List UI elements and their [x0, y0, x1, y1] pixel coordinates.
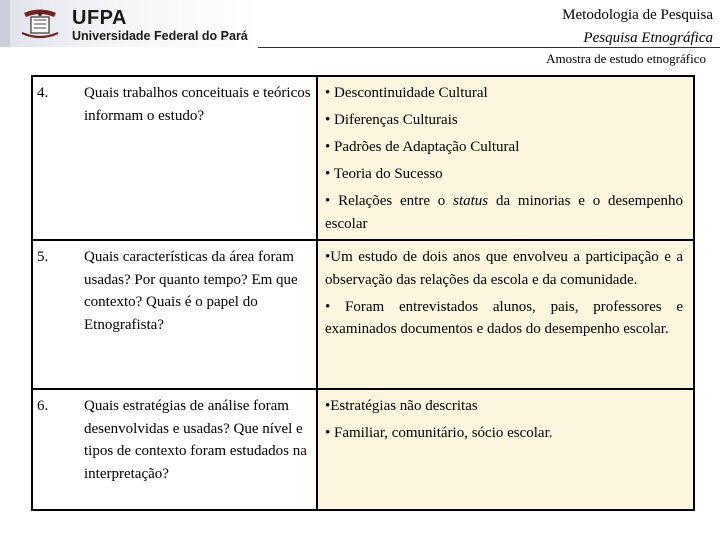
answer-item: • Teoria do Sucesso: [325, 166, 443, 182]
answer-item: • Padrões de Adaptação Cultural: [325, 139, 520, 155]
row-answers: [317, 240, 694, 389]
answer-item: • Foram entrevistados alunos, pais, professores e examinados documentos e dados do desempenho escolar.: [325, 298, 683, 337]
table-row: [32, 389, 694, 510]
row-answers: [317, 389, 694, 510]
row-question: Quais trabalhos conceituais e teóricos informam o estudo?: [84, 85, 311, 124]
row-number: 4.: [32, 76, 80, 240]
logo-subtitle: Universidade Federal do Pará: [72, 29, 248, 43]
ufpa-emblem-icon: [18, 3, 62, 43]
answer-item: • Descontinuidade Cultural: [325, 85, 488, 101]
logo-side-bar: [0, 0, 10, 47]
answer-item: • Diferenças Culturais: [325, 112, 458, 128]
header-divider: [258, 47, 720, 48]
table-row: [32, 76, 694, 240]
row-question: Quais características da área foram usadas? Por quanto tempo? Em que contexto? Quais é o papel do Etnografista?: [84, 249, 298, 333]
answer-item: •Um estudo de dois anos que envolveu a participação e a observação das relações da escola e da comunidade.: [325, 249, 683, 288]
row-question: Quais estratégias de análise foram desenvolvidas e usadas? Que nível e tipos de contexto foram estudados na interpretação?: [84, 398, 307, 482]
ufpa-logo: [0, 0, 258, 47]
answer-item: • Relações entre o status da minorias e o desempenho escolar: [325, 193, 683, 232]
emphasis-text: status: [453, 193, 489, 209]
header-title: Metodologia de Pesquisa: [562, 7, 713, 23]
answer-item: •Estratégias não descritas: [325, 398, 478, 414]
study-table: [31, 75, 695, 511]
answer-item: • Familiar, comunitário, sócio escolar.: [325, 425, 553, 441]
table-row: [32, 240, 694, 389]
row-number: 6.: [32, 389, 80, 510]
header-subtitle: Pesquisa Etnográfica: [583, 30, 713, 46]
logo-title: UFPA: [72, 7, 127, 29]
slide-caption: Amostra de estudo etnográfico: [546, 51, 706, 66]
row-number: 5.: [32, 240, 80, 389]
row-answers: [317, 76, 694, 240]
